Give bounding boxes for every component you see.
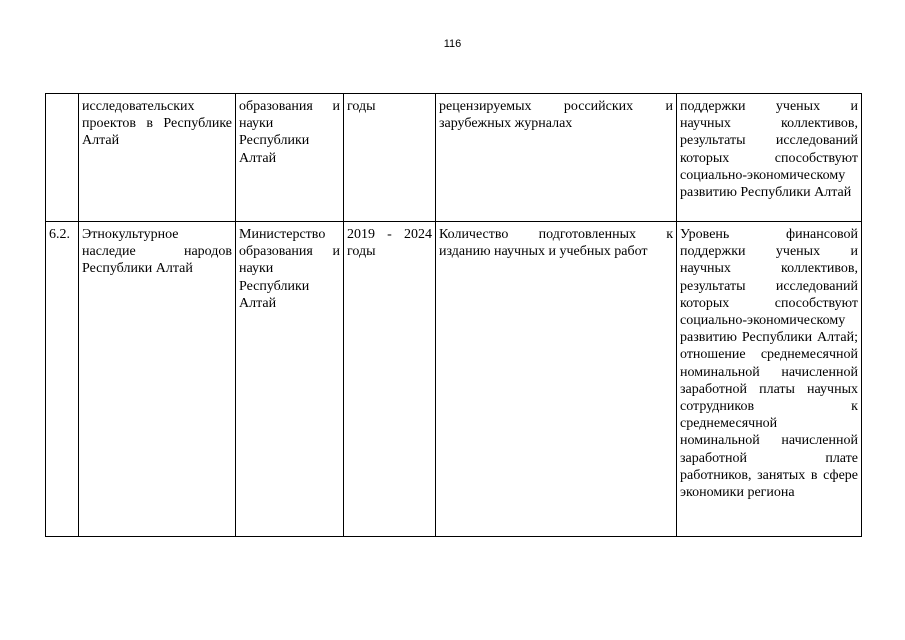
cell-result: поддержки ученых и научных коллективов, результаты исследований которых способствуют социально-экономическому развитию Республики Алтай (677, 94, 862, 222)
page-number: 116 (443, 38, 462, 50)
table-row-6-2 (46, 222, 862, 537)
cell-responsible: Министерство образования и науки Республики Алтай (236, 222, 344, 537)
cell-name: исследовательских проектов в Республике Алтай (79, 94, 236, 222)
cell-term: 2019 - 2024 годы (344, 222, 436, 537)
cell-term: годы (344, 94, 436, 222)
cell-indicator: Количество подготовленных к изданию научных и учебных работ (436, 222, 677, 537)
cell-name: Этнокультурное наследие народов Республики Алтай (79, 222, 236, 537)
cell-number (46, 94, 79, 222)
cell-indicator: рецензируемых российских и зарубежных журналах (436, 94, 677, 222)
table-row-continued (46, 94, 862, 222)
cell-number: 6.2. (46, 222, 79, 537)
cell-result: Уровень финансовой поддержки ученых и научных коллективов, результаты исследований которых способствуют социально-экономическому развитию Республики Алтай; отношение среднемесячной номинальной начисленной заработной платы научных сотрудников к среднемесячной номинальной начисленной заработной плате работников, занятых в сфере экономики региона (677, 222, 862, 537)
program-table (45, 93, 862, 537)
cell-responsible: образования и науки Республики Алтай (236, 94, 344, 222)
